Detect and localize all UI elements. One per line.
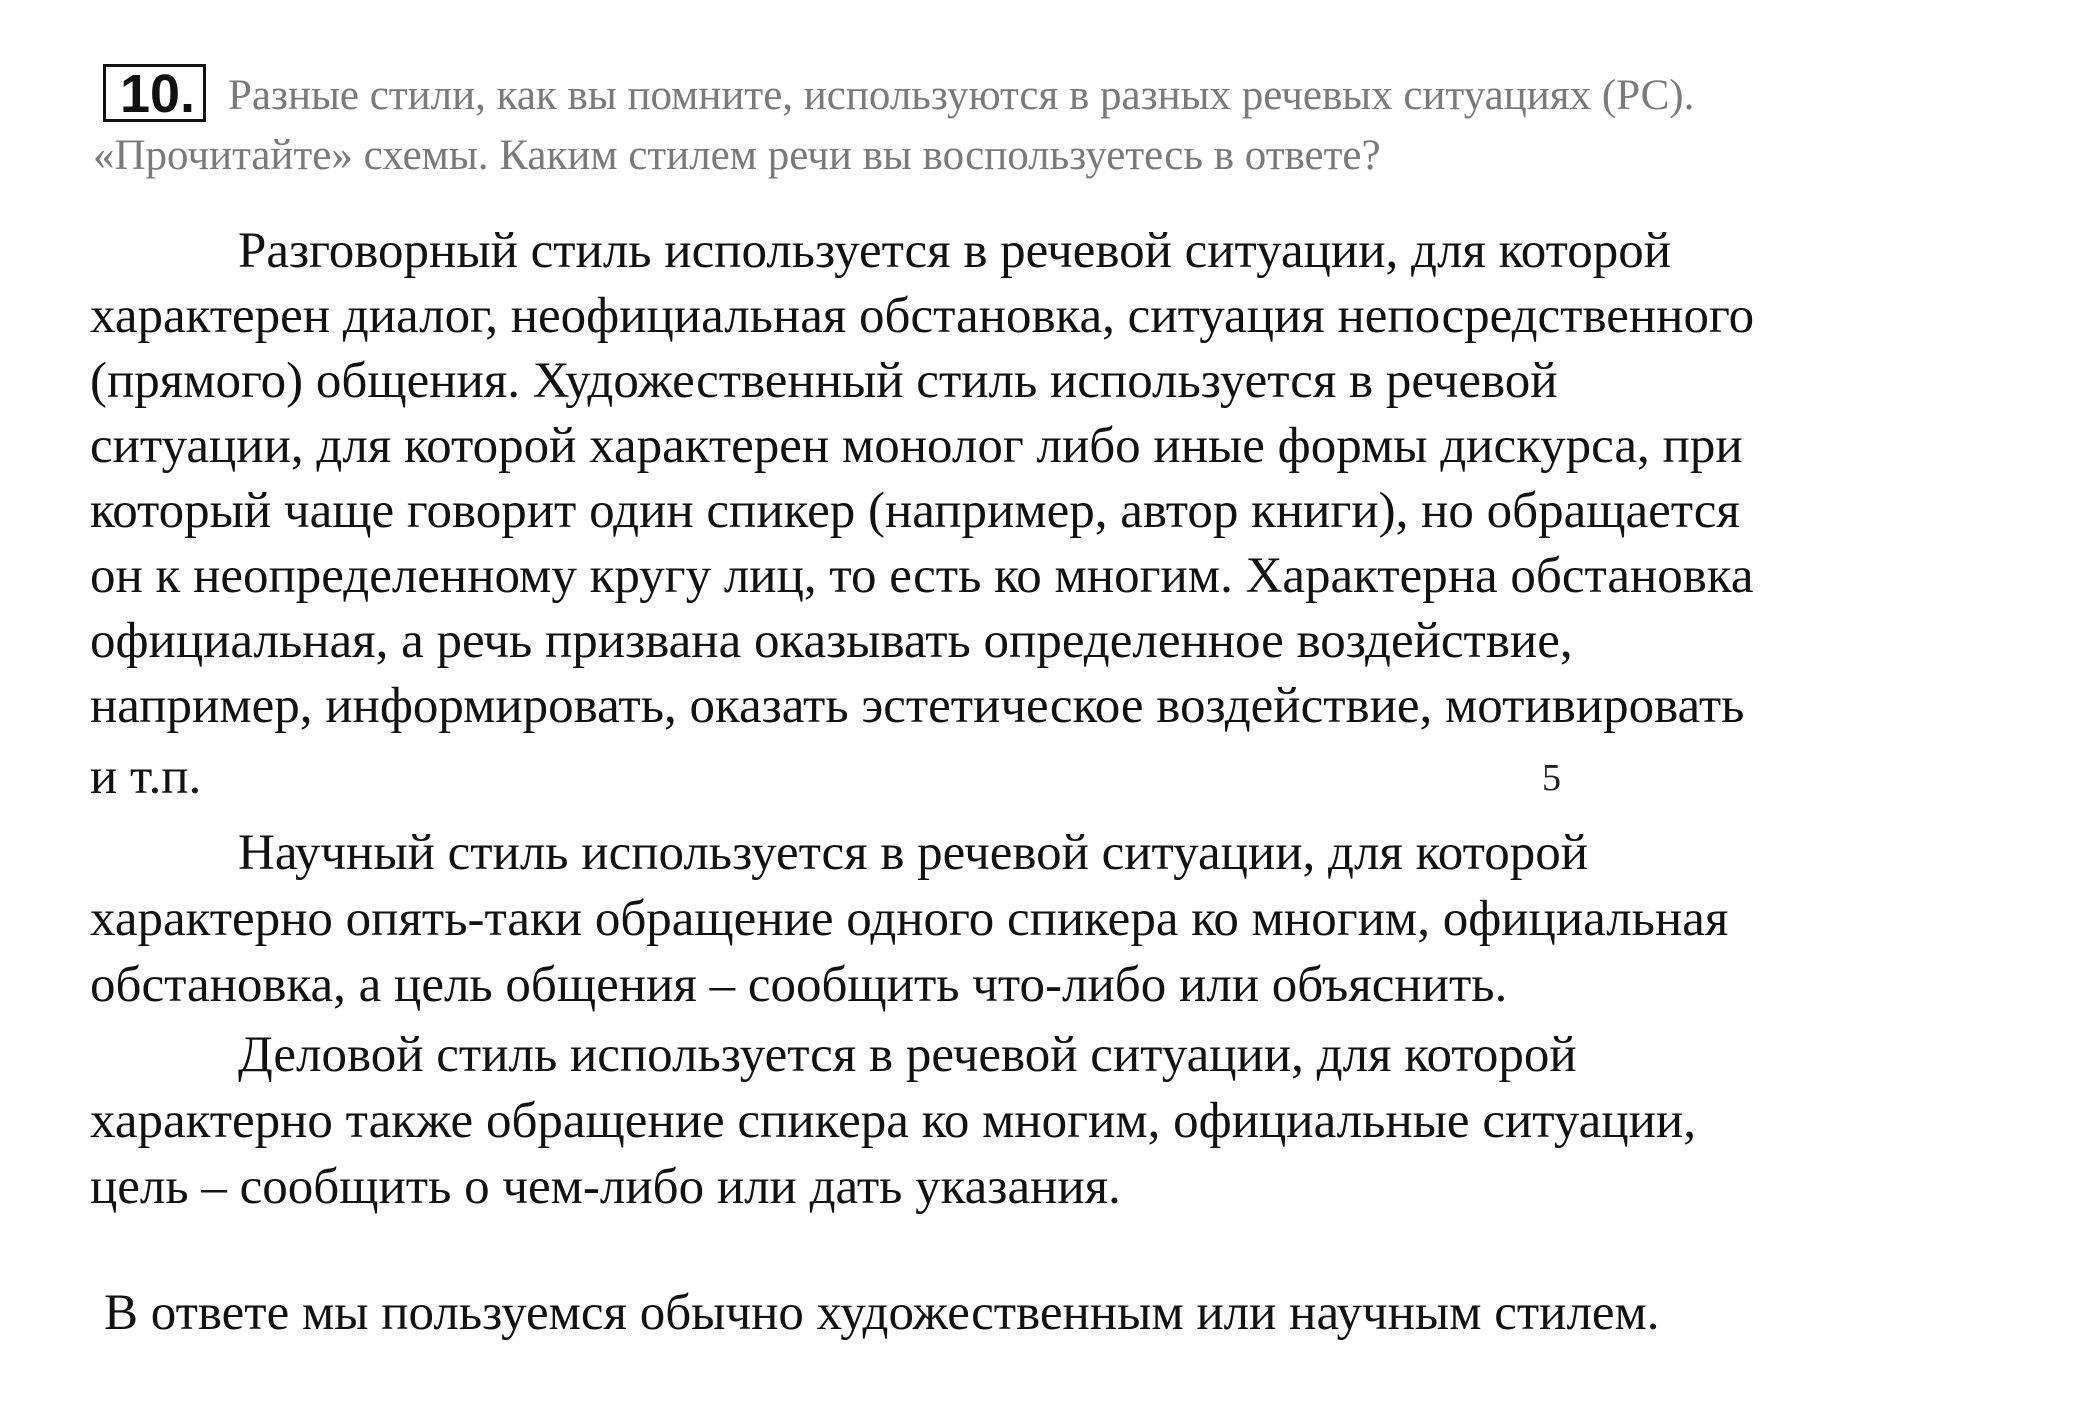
- page-number: 5: [1542, 757, 1561, 799]
- task-text-line-1: Разные стили, как вы помните, используются в разных речевых ситуациях (РС).: [228, 72, 1695, 119]
- paragraph-2-line-1: Научный стиль используется в речевой ситуации, для которой: [238, 825, 1589, 881]
- paragraph-1-line-5: который чаще говорит один спикер (например, автор книги), но обращается: [90, 483, 1740, 539]
- answer-conclusion: В ответе мы пользуемся обычно художественным или научным стилем.: [104, 1285, 1660, 1341]
- paragraph-1-line-9: и т.п.: [90, 749, 202, 805]
- paragraph-1-line-7: официальная, а речь призвана оказывать определенное воздействие,: [90, 613, 1573, 669]
- paragraph-1-line-2: характерен диалог, неофициальная обстановка, ситуация непосредственного: [90, 288, 1755, 344]
- paragraph-2-line-3: обстановка, а цель общения – сообщить что-либо или объяснить.: [90, 957, 1508, 1013]
- paragraph-3-line-1: Деловой стиль используется в речевой ситуации, для которой: [238, 1027, 1577, 1083]
- paragraph-3-line-3: цель – сообщить о чем-либо или дать указания.: [90, 1159, 1121, 1215]
- paragraph-1-line-6: он к неопределенному кругу лиц, то есть ко многим. Характерна обстановка: [90, 548, 1754, 604]
- paragraph-3-line-2: характерно также обращение спикера ко многим, официальные ситуации,: [90, 1093, 1696, 1149]
- paragraph-1-line-8: например, информировать, оказать эстетическое воздействие, мотивировать: [90, 678, 1745, 734]
- paragraph-1-line-3: (прямого) общения. Художественный стиль используется в речевой: [90, 353, 1558, 409]
- paragraph-1-line-4: ситуации, для которой характерен монолог либо иные формы дискурса, при: [90, 418, 1743, 474]
- task-number: 10.: [119, 64, 196, 124]
- paragraph-1-line-1: Разговорный стиль используется в речевой ситуации, для которой: [238, 223, 1672, 279]
- task-text-line-2: «Прочитайте» схемы. Каким стилем речи вы воспользуетесь в ответе?: [93, 132, 1381, 179]
- task-number-box: [103, 64, 206, 122]
- paragraph-2-line-2: характерно опять-таки обращение одного спикера ко многим, официальная: [90, 891, 1729, 947]
